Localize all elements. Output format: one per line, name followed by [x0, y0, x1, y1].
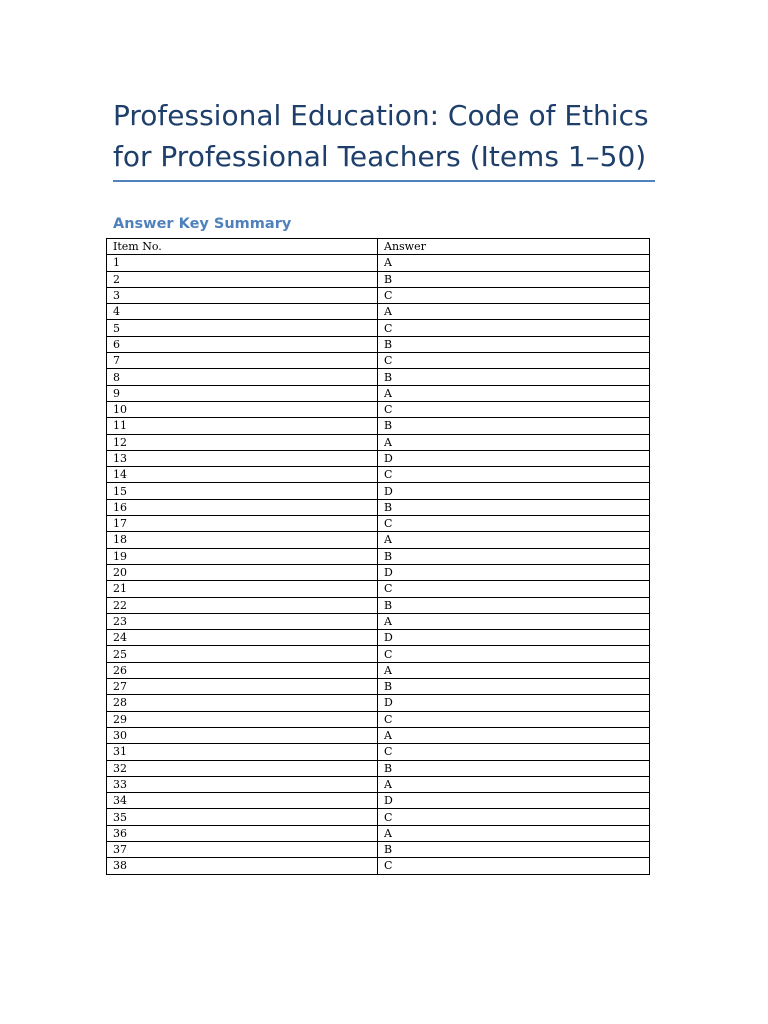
- answer-cell: B: [378, 548, 650, 564]
- document-title: Professional Education: Code of Ethics for Professional Teachers (Items 1–50): [113, 99, 649, 173]
- item-number-cell: 16: [107, 499, 378, 515]
- item-number-cell: 25: [107, 646, 378, 662]
- table-row: [107, 646, 650, 662]
- table-row: [107, 548, 650, 564]
- table-row: [107, 271, 650, 287]
- table-row: [107, 727, 650, 743]
- item-number-cell: 20: [107, 564, 378, 580]
- answer-cell: D: [378, 564, 650, 580]
- table-row: [107, 320, 650, 336]
- table-row: [107, 255, 650, 271]
- table-row: [107, 776, 650, 792]
- item-number-cell: 17: [107, 516, 378, 532]
- table-row: [107, 630, 650, 646]
- table-row: [107, 369, 650, 385]
- table-row: [107, 467, 650, 483]
- answer-cell: B: [378, 369, 650, 385]
- table-row: [107, 679, 650, 695]
- header-item-no: Item No.: [107, 239, 378, 255]
- table-row: [107, 483, 650, 499]
- answer-cell: A: [378, 434, 650, 450]
- table-row: [107, 287, 650, 303]
- answer-cell: A: [378, 727, 650, 743]
- item-number-cell: 18: [107, 532, 378, 548]
- answer-cell: D: [378, 793, 650, 809]
- table-row: [107, 597, 650, 613]
- table-row: [107, 581, 650, 597]
- item-number-cell: 37: [107, 841, 378, 857]
- item-number-cell: 8: [107, 369, 378, 385]
- item-number-cell: 1: [107, 255, 378, 271]
- answer-cell: A: [378, 532, 650, 548]
- answer-cell: B: [378, 418, 650, 434]
- answer-cell: A: [378, 613, 650, 629]
- table-row: [107, 858, 650, 874]
- answer-key-table: [106, 238, 650, 875]
- answer-cell: A: [378, 825, 650, 841]
- table-row: [107, 385, 650, 401]
- item-number-cell: 34: [107, 793, 378, 809]
- item-number-cell: 24: [107, 630, 378, 646]
- item-number-cell: 12: [107, 434, 378, 450]
- item-number-cell: 31: [107, 744, 378, 760]
- item-number-cell: 10: [107, 401, 378, 417]
- answer-cell: C: [378, 287, 650, 303]
- table-row: [107, 564, 650, 580]
- table-row: [107, 841, 650, 857]
- answer-cell: C: [378, 858, 650, 874]
- table-header-row: [107, 239, 650, 255]
- item-number-cell: 13: [107, 450, 378, 466]
- header-answer: Answer: [378, 239, 650, 255]
- table-row: [107, 304, 650, 320]
- title-underline: [113, 180, 655, 182]
- answer-cell: D: [378, 695, 650, 711]
- item-number-cell: 9: [107, 385, 378, 401]
- answer-cell: C: [378, 711, 650, 727]
- item-number-cell: 22: [107, 597, 378, 613]
- item-number-cell: 4: [107, 304, 378, 320]
- answer-cell: B: [378, 679, 650, 695]
- answer-cell: D: [378, 450, 650, 466]
- answer-cell: A: [378, 255, 650, 271]
- item-number-cell: 2: [107, 271, 378, 287]
- table-row: [107, 760, 650, 776]
- table-row: [107, 499, 650, 515]
- item-number-cell: 38: [107, 858, 378, 874]
- item-number-cell: 6: [107, 336, 378, 352]
- table-row: [107, 450, 650, 466]
- section-heading: Answer Key Summary: [113, 216, 292, 232]
- item-number-cell: 27: [107, 679, 378, 695]
- table-row: [107, 793, 650, 809]
- item-number-cell: 14: [107, 467, 378, 483]
- answer-cell: A: [378, 304, 650, 320]
- item-number-cell: 29: [107, 711, 378, 727]
- table-row: [107, 744, 650, 760]
- answer-cell: D: [378, 630, 650, 646]
- answer-cell: B: [378, 499, 650, 515]
- table-row: [107, 809, 650, 825]
- table-row: [107, 695, 650, 711]
- answer-cell: C: [378, 581, 650, 597]
- item-number-cell: 11: [107, 418, 378, 434]
- answer-cell: C: [378, 401, 650, 417]
- table-row: [107, 613, 650, 629]
- table-row: [107, 434, 650, 450]
- answer-cell: C: [378, 809, 650, 825]
- item-number-cell: 35: [107, 809, 378, 825]
- table-row: [107, 532, 650, 548]
- answer-cell: C: [378, 646, 650, 662]
- answer-cell: B: [378, 336, 650, 352]
- answer-cell: B: [378, 597, 650, 613]
- table-row: [107, 516, 650, 532]
- item-number-cell: 7: [107, 353, 378, 369]
- table-body: [107, 255, 650, 874]
- answer-cell: A: [378, 385, 650, 401]
- answer-cell: B: [378, 841, 650, 857]
- answer-cell: D: [378, 483, 650, 499]
- answer-cell: C: [378, 320, 650, 336]
- table-row: [107, 825, 650, 841]
- answer-cell: B: [378, 760, 650, 776]
- table-row: [107, 336, 650, 352]
- item-number-cell: 28: [107, 695, 378, 711]
- answer-cell: C: [378, 467, 650, 483]
- item-number-cell: 21: [107, 581, 378, 597]
- table-row: [107, 711, 650, 727]
- item-number-cell: 15: [107, 483, 378, 499]
- table-row: [107, 401, 650, 417]
- answer-cell: C: [378, 353, 650, 369]
- item-number-cell: 26: [107, 662, 378, 678]
- item-number-cell: 32: [107, 760, 378, 776]
- item-number-cell: 23: [107, 613, 378, 629]
- item-number-cell: 30: [107, 727, 378, 743]
- table-row: [107, 353, 650, 369]
- answer-cell: B: [378, 271, 650, 287]
- item-number-cell: 5: [107, 320, 378, 336]
- answer-cell: C: [378, 744, 650, 760]
- item-number-cell: 36: [107, 825, 378, 841]
- item-number-cell: 19: [107, 548, 378, 564]
- answer-cell: A: [378, 776, 650, 792]
- table-row: [107, 662, 650, 678]
- item-number-cell: 33: [107, 776, 378, 792]
- answer-cell: A: [378, 662, 650, 678]
- table-row: [107, 418, 650, 434]
- item-number-cell: 3: [107, 287, 378, 303]
- answer-cell: C: [378, 516, 650, 532]
